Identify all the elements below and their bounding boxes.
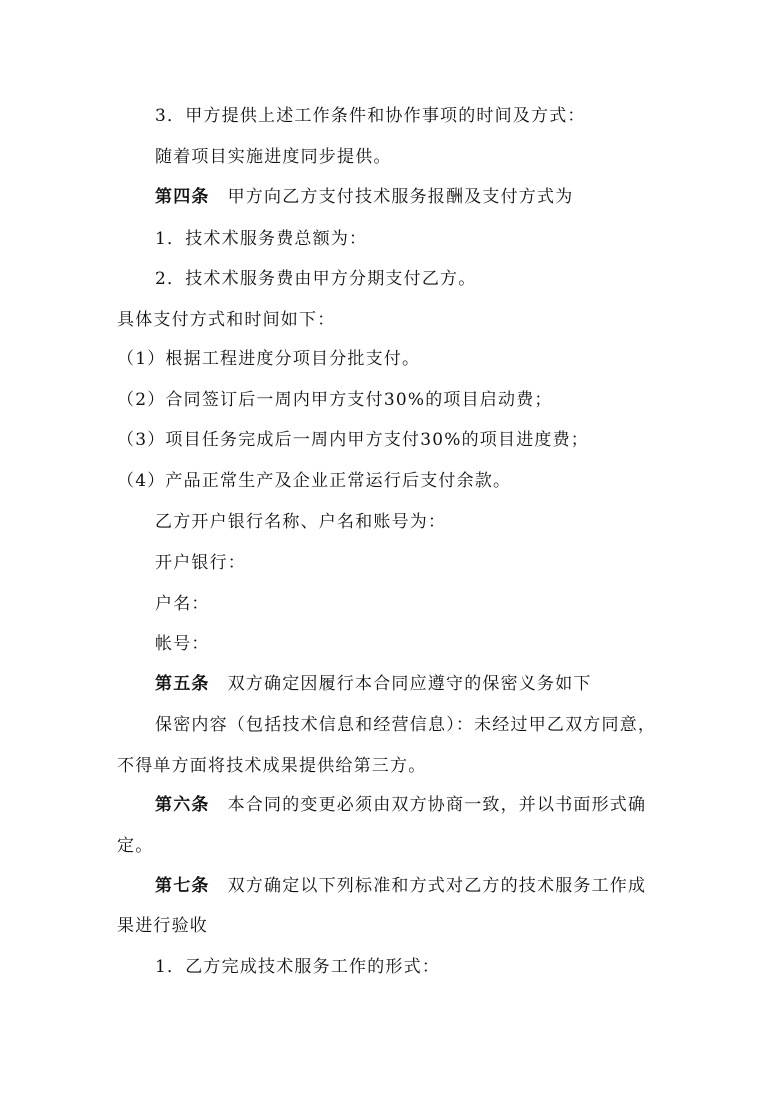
account-number-field: 帐号： (155, 634, 210, 654)
article-5-heading: 第五条 (155, 674, 210, 694)
payment-item-2: （2）合同签订后一周内甲方支付30%的项目启动费； (117, 390, 553, 410)
article-4-text: 甲方向乙方支付技术服务报酬及支付方式为 (227, 187, 574, 207)
clause-3-time-and-method: 3．甲方提供上述工作条件和协作事项的时间及方式： (155, 106, 586, 126)
article-7-continuation: 果进行验收 (117, 916, 208, 936)
article-7-text: 双方确定以下列标准和方式对乙方的技术服务工作成 (227, 876, 647, 896)
article-6-heading: 第六条 (155, 795, 210, 815)
payment-item-4: （4）产品正常生产及企业正常运行后支付余款。 (117, 471, 512, 491)
article-5-text: 双方确定因履行本合同应遵守的保密义务如下 (227, 674, 592, 694)
article-5 (155, 672, 592, 696)
clause-payment-schedule-intro: 具体支付方式和时间如下： (117, 310, 336, 330)
article-6-text: 本合同的变更必须由双方协商一致，并以书面形式确 (227, 795, 647, 815)
article-6-continuation: 定。 (117, 836, 154, 856)
bank-name-field: 开户银行： (155, 553, 246, 573)
clause-service-form: 1．乙方完成技术服务工作的形式： (155, 957, 441, 977)
account-holder-field: 户名： (155, 594, 210, 614)
payment-item-1: （1）根据工程进度分项目分批支付。 (117, 349, 421, 369)
article-4-heading: 第四条 (155, 187, 210, 207)
article-7-heading: 第七条 (155, 876, 210, 896)
clause-installment: 2．技术术服务费由甲方分期支付乙方。 (155, 269, 477, 289)
bank-account-intro: 乙方开户银行名称、户名和账号为： (155, 512, 447, 532)
clause-sync-provision: 随着项目实施进度同步提供。 (155, 147, 392, 167)
payment-item-3: （3）项目任务完成后一周内甲方支付30%的项目进度费； (117, 430, 589, 450)
article-6 (155, 793, 646, 817)
confidential-content-line-2: 不得单方面将技术成果提供给第三方。 (117, 756, 427, 776)
confidential-content-line-1: 保密内容（包括技术信息和经营信息）：未经过甲乙双方同意， (155, 715, 657, 735)
article-7 (155, 874, 646, 898)
article-4 (155, 185, 573, 209)
clause-total-fee: 1．技术术服务费总额为： (155, 229, 368, 249)
